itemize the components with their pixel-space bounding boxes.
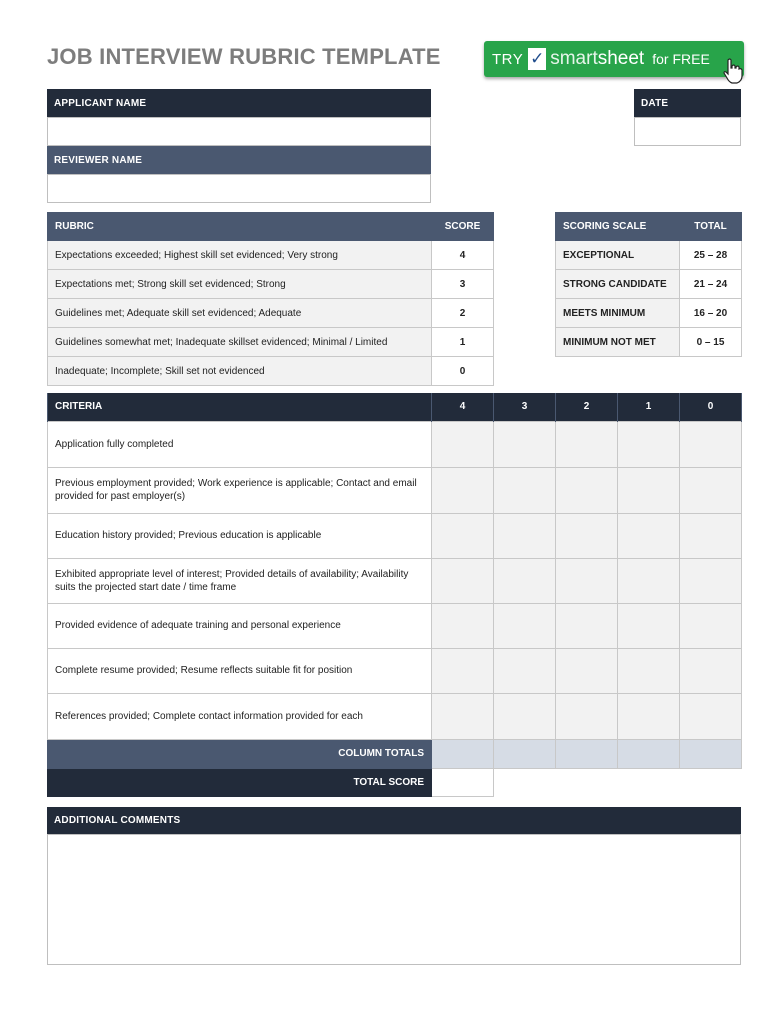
reviewer-name-label: REVIEWER NAME: [47, 146, 431, 174]
score-cell[interactable]: [618, 513, 680, 558]
score-cell[interactable]: [432, 648, 494, 693]
scoring-scale-header: SCORING SCALE: [556, 213, 680, 241]
table-row: [48, 241, 494, 270]
scale-range: 0 – 15: [680, 328, 742, 357]
rubric-table: [47, 212, 494, 386]
score-cell[interactable]: [618, 603, 680, 648]
promo-smart-label: smart: [550, 48, 598, 69]
scale-range: 16 – 20: [680, 299, 742, 328]
criteria-description: Previous employment provided; Work experience is applicable; Contact and email provided for past employer(s): [48, 467, 432, 513]
criteria-description: Provided evidence of adequate training and personal experience: [48, 603, 432, 648]
promo-for-free-label: for FREE: [652, 51, 710, 67]
table-row: [48, 421, 742, 467]
additional-comments-field[interactable]: [47, 834, 741, 965]
score-cell[interactable]: [680, 603, 742, 648]
criteria-description: Application fully completed: [48, 421, 432, 467]
column-total-cell[interactable]: [618, 739, 680, 768]
table-row: [48, 357, 494, 386]
table-row: [48, 648, 742, 693]
table-row: [556, 241, 742, 270]
date-label: DATE: [634, 89, 741, 117]
table-row: [48, 328, 494, 357]
total-score-cell[interactable]: [432, 768, 494, 796]
rubric-score: 0: [432, 357, 494, 386]
score-cell[interactable]: [494, 693, 556, 739]
score-cell[interactable]: [494, 513, 556, 558]
criteria-header: CRITERIA: [48, 393, 432, 421]
score-cell[interactable]: [494, 648, 556, 693]
scale-label: EXCEPTIONAL: [556, 241, 680, 270]
rubric-header: RUBRIC: [48, 213, 432, 241]
rubric-score: 4: [432, 241, 494, 270]
table-row: [48, 299, 494, 328]
rubric-description: Inadequate; Incomplete; Skill set not evidenced: [48, 357, 432, 386]
rubric-score: 3: [432, 270, 494, 299]
score-cell[interactable]: [680, 693, 742, 739]
promo-sheet-label: sheet: [597, 48, 645, 69]
column-total-cell[interactable]: [556, 739, 618, 768]
score-cell[interactable]: [618, 693, 680, 739]
hand-pointer-icon: [721, 58, 743, 84]
table-row: [48, 558, 742, 603]
rubric-description: Guidelines met; Adequate skill set evidenced; Adequate: [48, 299, 432, 328]
score-cell[interactable]: [432, 467, 494, 513]
scale-range: 25 – 28: [680, 241, 742, 270]
scale-range: 21 – 24: [680, 270, 742, 299]
score-cell[interactable]: [618, 558, 680, 603]
column-total-cell[interactable]: [432, 739, 494, 768]
score-col-header: 0: [680, 393, 742, 421]
table-row: [48, 693, 742, 739]
rubric-description: Expectations met; Strong skill set evidenced; Strong: [48, 270, 432, 299]
table-row: [556, 270, 742, 299]
applicant-name-field[interactable]: [47, 117, 431, 146]
scale-label: MINIMUM NOT MET: [556, 328, 680, 357]
rubric-description: Expectations exceeded; Highest skill set evidenced; Very strong: [48, 241, 432, 270]
score-cell[interactable]: [494, 558, 556, 603]
total-score-label: TOTAL SCORE: [48, 768, 432, 796]
rubric-score: 1: [432, 328, 494, 357]
score-cell[interactable]: [618, 467, 680, 513]
score-col-header: 4: [432, 393, 494, 421]
additional-comments-label: ADDITIONAL COMMENTS: [47, 807, 741, 834]
score-cell[interactable]: [494, 467, 556, 513]
rubric-description: Guidelines somewhat met; Inadequate skillset evidenced; Minimal / Limited: [48, 328, 432, 357]
score-header: SCORE: [432, 213, 494, 241]
score-cell[interactable]: [680, 648, 742, 693]
smartsheet-logo: [550, 48, 644, 70]
score-cell[interactable]: [556, 467, 618, 513]
score-cell[interactable]: [432, 513, 494, 558]
score-cell[interactable]: [432, 421, 494, 467]
score-cell[interactable]: [556, 421, 618, 467]
reviewer-name-field[interactable]: [47, 174, 431, 203]
try-smartsheet-button[interactable]: [484, 41, 744, 77]
score-cell[interactable]: [556, 513, 618, 558]
total-header: TOTAL: [680, 213, 742, 241]
column-totals-row: [48, 739, 742, 768]
scale-label: STRONG CANDIDATE: [556, 270, 680, 299]
rubric-score: 2: [432, 299, 494, 328]
score-cell[interactable]: [680, 421, 742, 467]
table-row: [556, 299, 742, 328]
column-totals-label: COLUMN TOTALS: [48, 739, 432, 768]
criteria-description: Complete resume provided; Resume reflects suitable fit for position: [48, 648, 432, 693]
checkmark-icon: ✓: [530, 49, 545, 68]
criteria-description: Exhibited appropriate level of interest; Provided details of availability; Availability suits the projected start date / time frame: [48, 558, 432, 603]
applicant-name-label: APPLICANT NAME: [47, 89, 431, 117]
scoring-scale-table: [555, 212, 742, 357]
score-cell[interactable]: [432, 558, 494, 603]
total-score-row: [48, 768, 742, 796]
score-cell[interactable]: [494, 421, 556, 467]
table-row: [48, 270, 494, 299]
scale-label: MEETS MINIMUM: [556, 299, 680, 328]
date-field[interactable]: [634, 117, 741, 146]
table-row: [556, 328, 742, 357]
column-total-cell[interactable]: [680, 739, 742, 768]
score-cell[interactable]: [618, 648, 680, 693]
column-total-cell[interactable]: [494, 739, 556, 768]
promo-try-label: TRY: [492, 50, 524, 68]
score-cell[interactable]: [556, 603, 618, 648]
score-cell[interactable]: [680, 558, 742, 603]
page-title: JOB INTERVIEW RUBRIC TEMPLATE: [47, 44, 441, 69]
score-cell[interactable]: [680, 467, 742, 513]
score-cell[interactable]: [494, 603, 556, 648]
score-cell[interactable]: [556, 558, 618, 603]
score-cell[interactable]: [556, 648, 618, 693]
criteria-description: Education history provided; Previous education is applicable: [48, 513, 432, 558]
score-col-header: 1: [618, 393, 680, 421]
criteria-description: References provided; Complete contact information provided for each: [48, 693, 432, 739]
score-cell[interactable]: [432, 693, 494, 739]
score-cell[interactable]: [680, 513, 742, 558]
score-col-header: 2: [556, 393, 618, 421]
criteria-table: [47, 393, 742, 797]
table-row: [48, 467, 742, 513]
score-cell[interactable]: [556, 693, 618, 739]
score-col-header: 3: [494, 393, 556, 421]
table-row: [48, 603, 742, 648]
table-row: [48, 513, 742, 558]
score-cell[interactable]: [618, 421, 680, 467]
score-cell[interactable]: [432, 603, 494, 648]
